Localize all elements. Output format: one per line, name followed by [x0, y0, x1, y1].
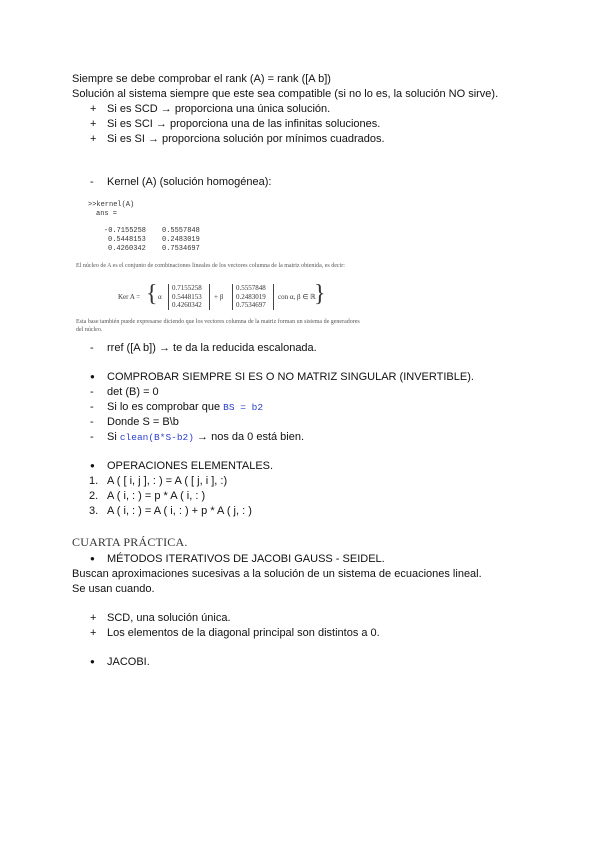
metodos-desc: Buscan aproximaciones sucesivas a la solución de un sistema de ecuaciones lineal. — [72, 568, 482, 580]
vector2-r2: 0.2483019 — [236, 292, 266, 301]
det-item: det (B) = 0 — [107, 386, 159, 398]
plus-bullet: + — [90, 118, 97, 130]
metodos-title: MÉTODOS ITERATIVOS DE JACOBI GAUSS - SEIDEL. — [107, 553, 385, 565]
code-bs-b2: BS = b2 — [223, 402, 264, 413]
compatibility-note: Solución al sistema siempre que este sea compatible (si no lo es, la solución NO sirve). — [72, 88, 499, 100]
plus-bullet: + — [90, 612, 97, 624]
cond-scd: SCD, una solución única. — [107, 612, 231, 624]
vector2 — [236, 284, 266, 310]
dot-bullet: ● — [90, 657, 95, 666]
clean-prefix: Si — [107, 431, 120, 443]
singular-title: COMPROBAR SIEMPRE SI ES O NO MATRIZ SINGULAR (INVERTIBLE). — [107, 371, 474, 383]
code-clean: clean(B*S-b2) — [119, 432, 194, 443]
section-heading: CUARTA PRÁCTICA. — [72, 535, 188, 549]
num-1: 1. — [89, 475, 99, 487]
dash-bullet: - — [90, 386, 94, 398]
num-2: 2. — [89, 490, 99, 502]
vector1-r2: 0.5448153 — [172, 292, 202, 301]
beta-symbol: β — [219, 293, 224, 301]
vector1-r3: 0.4260342 — [172, 301, 202, 309]
dash-bullet: - — [90, 176, 94, 188]
right-brace: } — [314, 281, 326, 307]
rref-note: rref ([A b]) → te da la reducida escalonada. — [107, 342, 317, 354]
dot-bullet: ● — [90, 372, 95, 381]
dash-bullet: - — [90, 342, 94, 354]
figure-col1-r3: 0.4260342 — [108, 245, 146, 253]
kernel-title: Kernel (A) (solución homogénea): — [107, 176, 272, 188]
check-item — [107, 400, 263, 415]
vector2-r1: 0.5557848 — [236, 284, 266, 292]
vector1 — [172, 284, 202, 310]
op-swap: A ( [ i, j ], : ) = A ( [ j, i ], :) — [107, 475, 228, 487]
dot-bullet: ● — [90, 461, 95, 470]
dash-bullet: - — [90, 401, 94, 413]
op-add: A ( i, : ) = A ( i, : ) + p * A ( j, : ) — [107, 505, 252, 517]
plus-bullet: + — [90, 627, 97, 639]
dash-bullet: - — [90, 416, 94, 428]
metodos-when: Se usan cuando. — [72, 583, 155, 595]
plus-beta: + β — [214, 293, 224, 301]
alpha-symbol: α — [158, 293, 162, 301]
rank-condition: Siempre se debe comprobar el rank (A) = rank ([A b]) — [72, 73, 331, 85]
dash-bullet: - — [90, 431, 94, 443]
clean-item — [107, 430, 304, 445]
check-text: Si lo es comprobar que — [107, 401, 224, 413]
figure-text2: Esta base también puede expresarse diciendo que los vectores columna de la matriz forman un sistema de generadores del núcleo. — [76, 319, 360, 333]
figure-col1-r2: 0.5448153 — [108, 236, 146, 244]
jacobi-title: JACOBI. — [107, 656, 150, 668]
num-3: 3. — [89, 505, 99, 517]
ops-title: OPERACIONES ELEMENTALES. — [107, 460, 274, 472]
bullet-si: Si es SI → proporciona solución por mínimos cuadrados. — [107, 133, 385, 145]
figure-text1: El núcleo de A es el conjunto de combinaciones lineales de los vectores columna de la matriz obtenida, es decir: — [76, 263, 345, 269]
where-item: Donde S = B\b — [107, 416, 179, 428]
figure-col2-r3: 0.7534697 — [162, 245, 200, 253]
figure-col2-r1: 0.5557848 — [162, 227, 200, 235]
vector2-r3: 0.7534697 — [236, 301, 266, 309]
ker-label: Ker A = — [118, 293, 141, 301]
plus-bullet: + — [90, 103, 97, 115]
cond-diagonal: Los elementos de la diagonal principal son distintos a 0. — [107, 627, 380, 639]
bullet-scd: Si es SCD → proporciona una única solución. — [107, 103, 331, 115]
bullet-sci: Si es SCI → proporciona una de las infinitas soluciones. — [107, 118, 381, 130]
figure-col2-r2: 0.2483019 — [162, 236, 200, 244]
clean-tail: → nos da 0 está bien. — [193, 431, 305, 443]
figure-command: >>kernel(A) — [88, 201, 135, 209]
left-brace: { — [146, 281, 158, 307]
plus-bullet: + — [90, 133, 97, 145]
figure-col1-r1: -0.7155258 — [104, 227, 147, 235]
kernel-figure — [74, 196, 364, 336]
ker-condition: con α, β ∈ ℝ — [278, 293, 316, 301]
dot-bullet: ● — [90, 554, 95, 563]
figure-ans: ans = — [96, 210, 118, 218]
op-scale: A ( i, : ) = p * A ( i, : ) — [107, 490, 206, 502]
vector1-r1: 0.7155258 — [172, 284, 202, 292]
